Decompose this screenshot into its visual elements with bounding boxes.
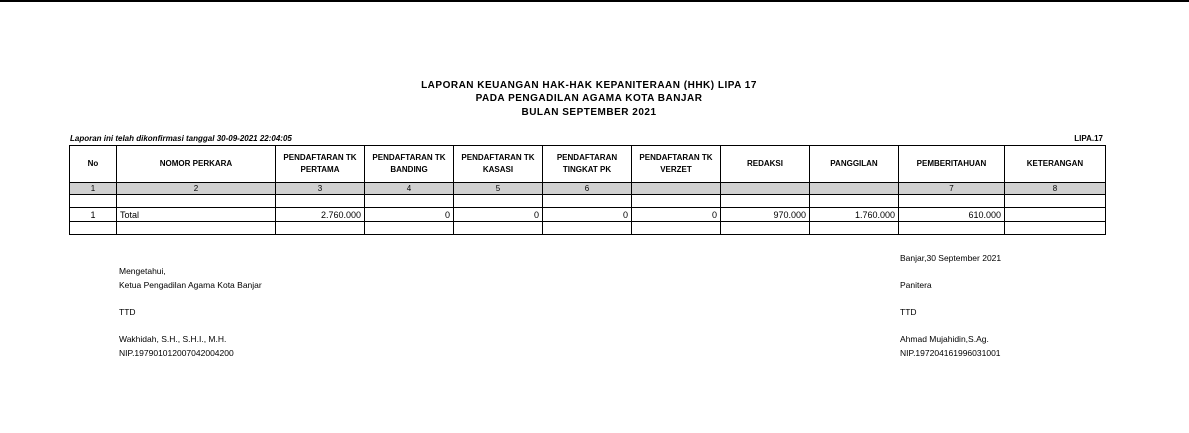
left-sig-nip: NIP.197901012007042004200	[119, 348, 234, 358]
col-header-tk-pertama: PENDAFTARAN TK PERTAMA	[276, 146, 365, 183]
col-header-redaksi: REDAKSI	[721, 146, 810, 183]
total-pemberitahuan-cell: 610.000	[899, 208, 1005, 222]
index-cell: 3	[276, 183, 365, 195]
index-cell: 5	[454, 183, 543, 195]
report-title-line3: BULAN SEPTEMBER 2021	[521, 107, 657, 118]
report-title-line2: PADA PENGADILAN AGAMA KOTA BANJAR	[475, 93, 703, 104]
column-index-row	[70, 183, 1106, 195]
index-cell	[721, 183, 810, 195]
total-keterangan-cell	[1005, 208, 1106, 222]
total-label-cell: Total	[117, 208, 276, 222]
right-sig-date: Banjar,30 September 2021	[900, 253, 1002, 263]
col-header-tingkat-pk: PENDAFTARAN TINGKAT PK	[543, 146, 632, 183]
total-no-cell: 1	[70, 208, 117, 222]
table-row-total	[70, 208, 1106, 222]
right-sig-ttd: TTD	[900, 307, 917, 317]
index-cell: 6	[543, 183, 632, 195]
right-sig-nip: NIP.197204161996031001	[900, 348, 1001, 358]
form-code: LIPA.17	[1074, 134, 1103, 143]
top-border-line	[0, 0, 1189, 2]
index-cell: 1	[70, 183, 117, 195]
confirmation-text: Laporan ini telah dikonfirmasi tanggal 30-09-2021 22:04:05	[70, 134, 292, 143]
right-sig-role: Panitera	[900, 280, 932, 290]
index-cell: 8	[1005, 183, 1106, 195]
blank-row	[70, 222, 1106, 235]
left-sig-name: Wakhidah, S.H., S.H.I., M.H.	[119, 334, 227, 344]
total-tk-pertama-cell: 2.760.000	[276, 208, 365, 222]
index-cell: 7	[899, 183, 1005, 195]
right-sig-name: Ahmad Mujahidin,S.Ag.	[900, 334, 989, 344]
col-header-keterangan: KETERANGAN	[1005, 146, 1106, 183]
col-header-no: No	[70, 146, 117, 183]
total-tk-verzet-cell: 0	[632, 208, 721, 222]
col-header-panggilan: PANGGILAN	[810, 146, 899, 183]
col-header-nomor-perkara: NOMOR PERKARA	[117, 146, 276, 183]
index-cell: 4	[365, 183, 454, 195]
total-tk-banding-cell: 0	[365, 208, 454, 222]
col-header-tk-kasasi: PENDAFTARAN TK KASASI	[454, 146, 543, 183]
left-sig-ttd: TTD	[119, 307, 136, 317]
table-header-row	[70, 146, 1106, 183]
col-header-pemberitahuan: PEMBERITAHUAN	[899, 146, 1005, 183]
index-cell: 2	[117, 183, 276, 195]
total-tingkat-pk-cell: 0	[543, 208, 632, 222]
left-sig-mengetahui: Mengetahui,	[119, 266, 166, 276]
blank-row	[70, 195, 1106, 208]
index-cell	[632, 183, 721, 195]
total-panggilan-cell: 1.760.000	[810, 208, 899, 222]
report-table	[69, 145, 1106, 235]
report-title-line1: LAPORAN KEUANGAN HAK-HAK KEPANITERAAN (HHK) LIPA 17	[421, 80, 757, 91]
col-header-tk-banding: PENDAFTARAN TK BANDING	[365, 146, 454, 183]
left-sig-title: Ketua Pengadilan Agama Kota Banjar	[119, 280, 262, 290]
total-tk-kasasi-cell: 0	[454, 208, 543, 222]
index-cell	[810, 183, 899, 195]
total-redaksi-cell: 970.000	[721, 208, 810, 222]
col-header-tk-verzet: PENDAFTARAN TK VERZET	[632, 146, 721, 183]
